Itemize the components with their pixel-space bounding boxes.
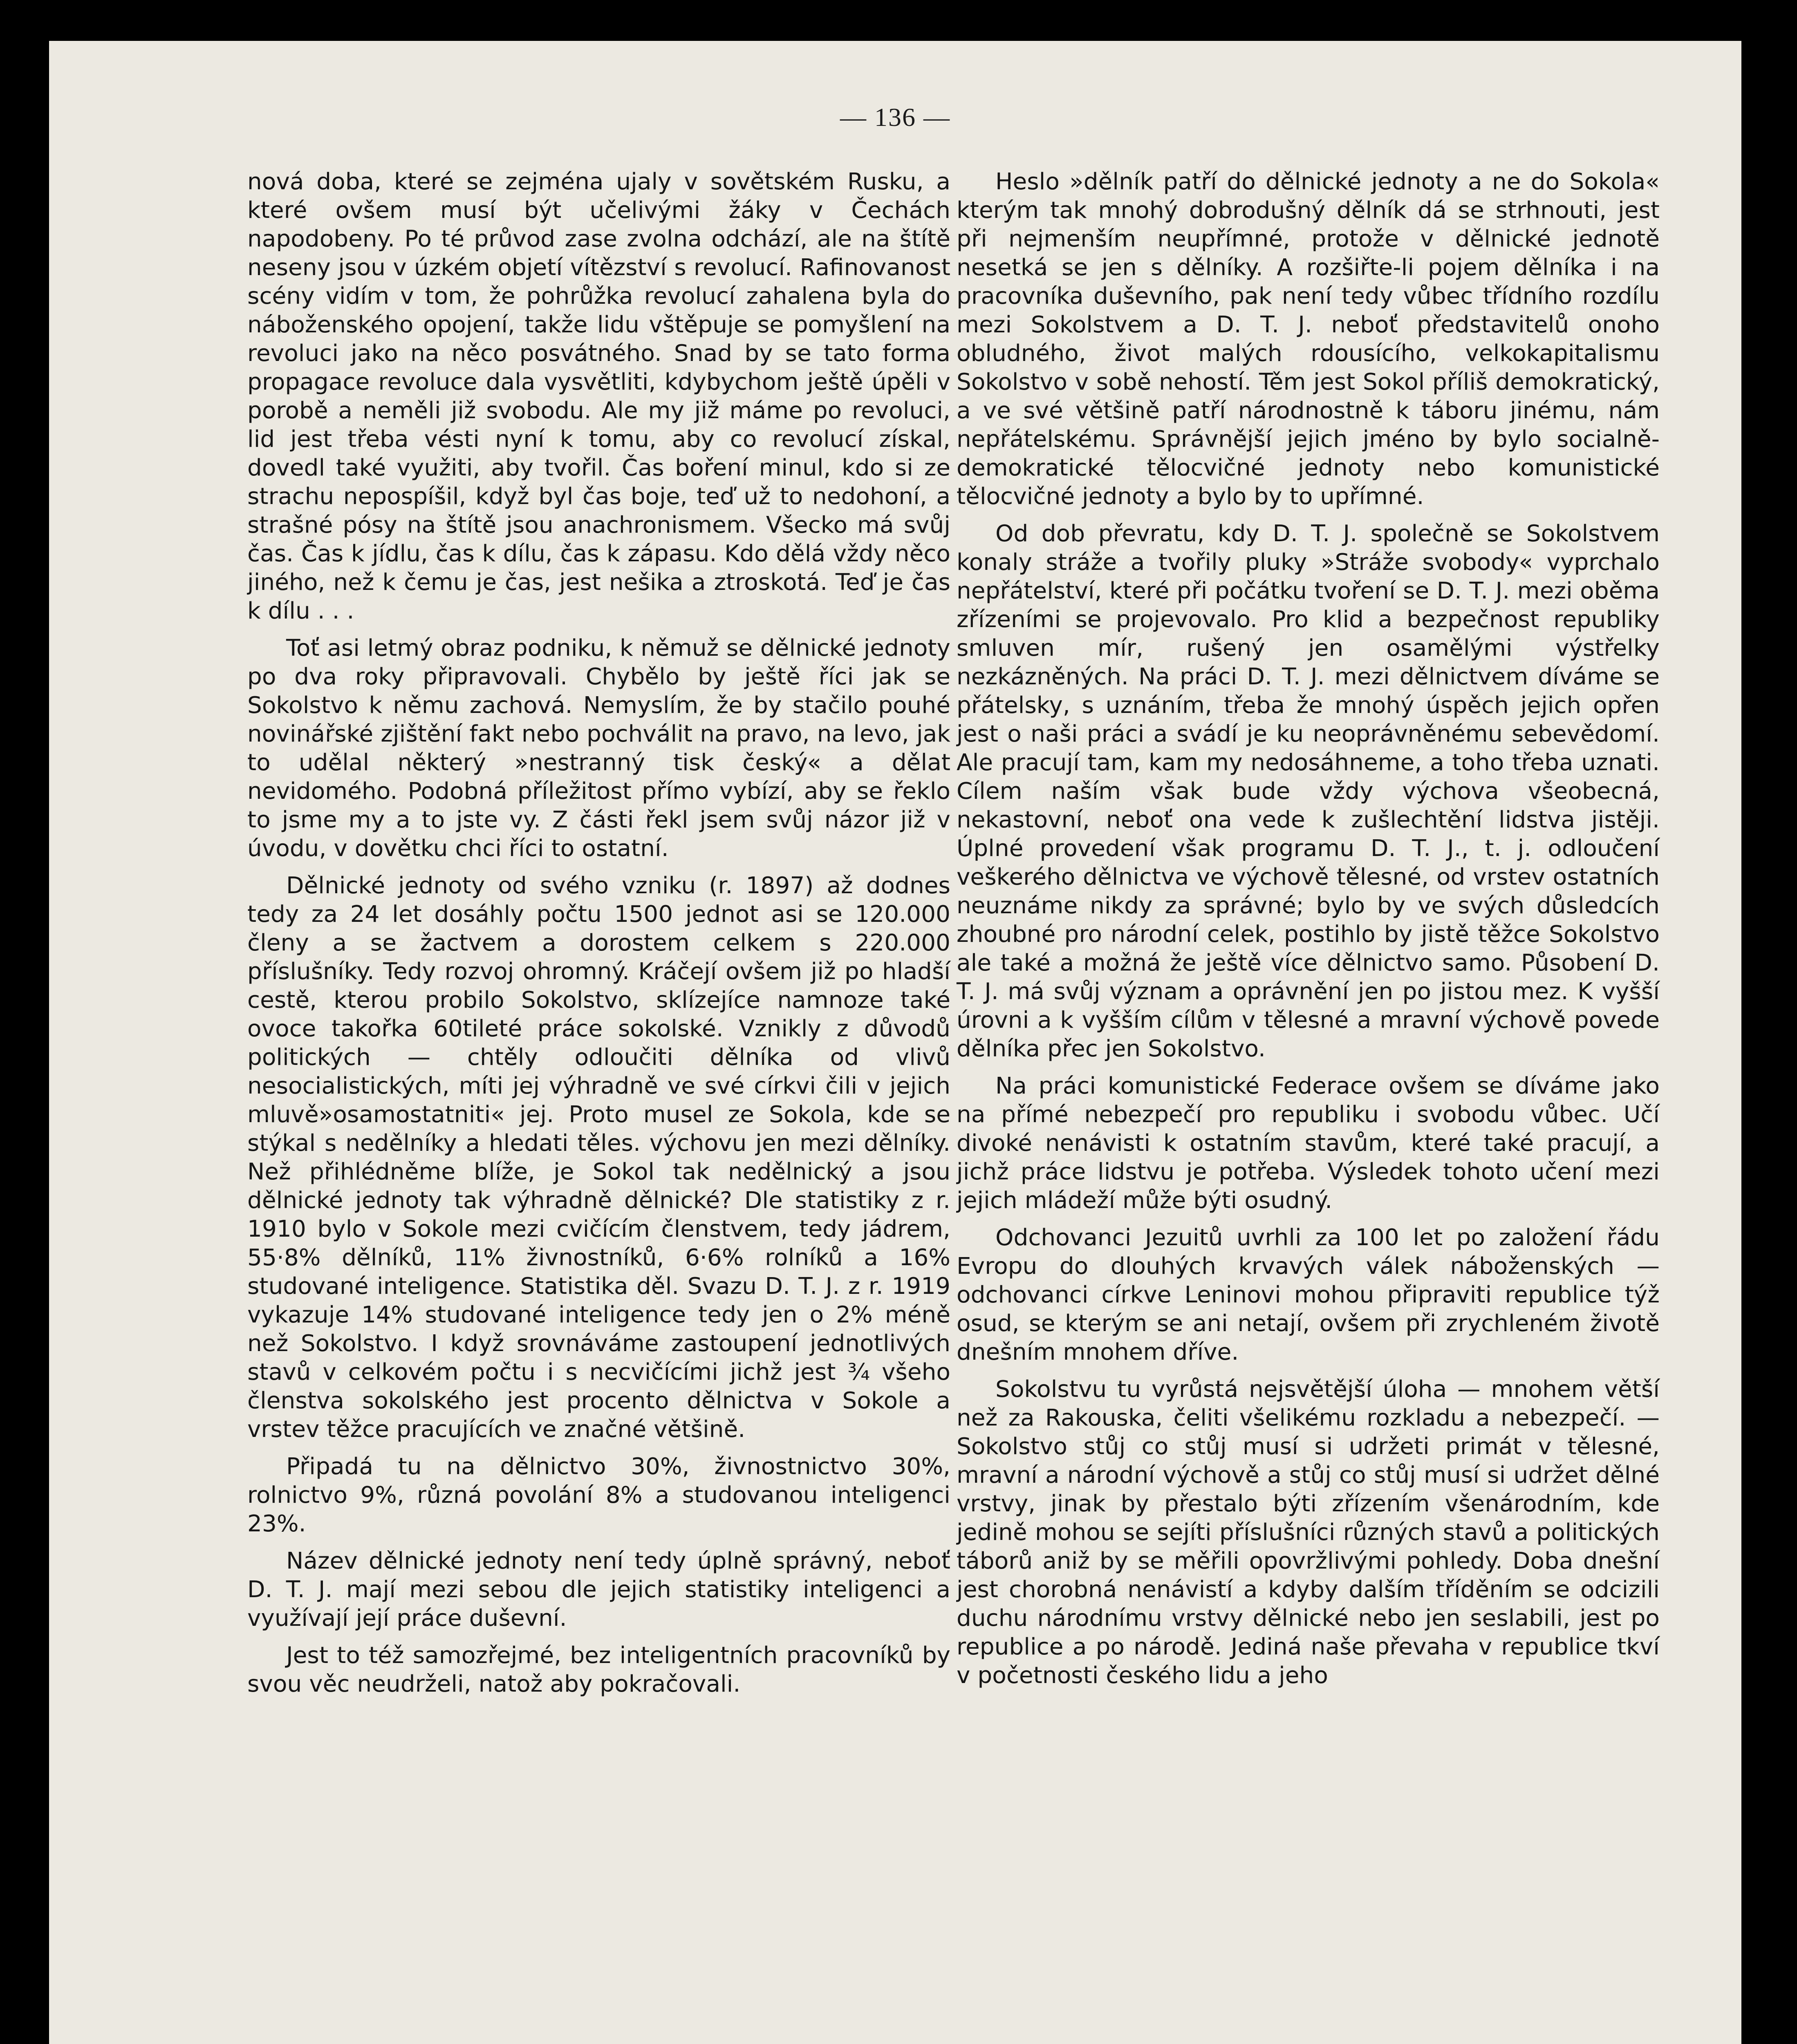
left-column bbox=[247, 168, 950, 1707]
right-paragraph-3: Na práci komunistické Federace ovšem se díváme jako na přímé nebezpečí pro republiku i svobodu vůbec. Učí divoké nenávisti k ostatním stavům, které také pracují, a jichž práce lidstvu je potřeba. Výsledek tohoto učení mezi jejich mládeží může býti osudný. bbox=[957, 1073, 1660, 1214]
document-page bbox=[49, 41, 1741, 2044]
page-number: — 136 — bbox=[840, 103, 950, 132]
left-paragraph-4: Připadá tu na dělnictvo 30%, živnostnictvo 30%, rolnictvo 9%, různá povolání 8% a studovanou inteligenci 23%. bbox=[247, 1453, 950, 1537]
right-paragraph-2: Od dob převratu, kdy D. T. J. společně se Sokolstvem konaly stráže a tvořily pluky »Stráže svobody« vyprchalo nepřátelství, které při počátku tvoření se D. T. J. mezi oběma zřízeními se projevovalo. Pro klid a bezpečnost republiky smluven mír, rušený jen osamělými výstřelky nezkázněných. Na práci D. T. J. mezi dělnictvem díváme se přátelsky, s uznáním, třeba že mnohý úspěch jejich opřen jest o naši práci a svádí je ku neoprávněnému sebevědomí. Ale pracují tam, kam my nedosáhneme, a toho třeba uznati. Cílem naším však bude vždy výchova všeobecná, nekastovní, neboť ona vede k zušlechtění lidstva jistěji. Úplné provedení však programu D. T. J., t. j. odloučení veškerého dělnictva ve výchově tělesné, od vrstev ostatních neuznáme nikdy za správné; bylo by ve svých důsledcích zhoubné pro národní celek, postihlo by jistě těžce Sokolstvo ale také a možná že ještě více dělnictvo samo. Působení D. T. J. má svůj význam a oprávnění jen po jistou mez. K vyšší úrovni a k vyšším cílům v tělesné a mravní výchově povede dělníka přec jen Sokolstvo. bbox=[957, 520, 1660, 1062]
left-paragraph-1: nová doba, které se zejména ujaly v sovětském Rusku, a které ovšem musí být učelivými žáky v Čechách napodobeny. Po té průvod zase zvolna odchází, ale na štítě neseny jsou v úzkém objetí vítězství s revolucí. Rafinovanost scény vidím v tom, že pohrůžka revolucí zahalena byla do náboženského opojení, takže lidu vštěpuje se pomyšlení na revoluci jako na něco posvátného. Snad by se tato forma propagace revoluce dala vysvětliti, kdybychom ještě úpěli v porobě a neměli již svobodu. Ale my již máme po revoluci, lid jest třeba vésti nyní k tomu, aby co revolucí získal, dovedl také využiti, aby tvořil. Čas boření minul, kdo si ze strachu nepospíšil, když byl čas boje, teď už to nedohoní, a strašné pósy na štítě jsou anachronismem. Všecko má svůj čas. Čas k jídlu, čas k dílu, čas k zápasu. Kdo dělá vždy něco jiného, než k čemu je čas, jest nešika a ztroskotá. Teď je čas k dílu . . . bbox=[247, 168, 950, 624]
left-paragraph-6: Jest to též samozřejmé, bez inteligentních pracovníků by svou věc neudrželi, natož aby pokračovali. bbox=[247, 1642, 950, 1697]
left-paragraph-5: Název dělnické jednoty není tedy úplně správný, neboť D. T. J. mají mezi sebou dle jejich statistiky inteligenci a využívají její práce duševní. bbox=[247, 1548, 950, 1632]
right-paragraph-5: Sokolstvu tu vyrůstá nejsvětější úloha — mnohem větší než za Rakouska, čeliti všelikému rozkladu a nebezpečí. — Sokolstvo stůj co stůj musí si udržeti primát v tělesné, mravní a národní výchově a stůj co stůj musí si udržet dělné vrstvy, jinak by přestalo býti zřízením všenárodním, kde jedině mohou se sejíti příslušníci různých stavů a politických táborů aniž by se měřili opovržlivými pohledy. Doba dnešní jest chorobná nenávistí a kdyby dalším tříděním se odcizili duchu národnímu vrstvy dělnické nebo jen seslabili, jest po republice a po národě. Jediná naše převaha v republice tkví v početnosti českého lidu a jeho bbox=[957, 1376, 1660, 1689]
right-paragraph-4: Odchovanci Jezuitů uvrhli za 100 let po založení řádu Evropu do dlouhých krvavých válek náboženských — odchovanci církve Leninovi mohou připraviti republice týž osud, se kterým se ani netají, ovšem při zrychleném životě dnešním mnohem dříve. bbox=[957, 1224, 1660, 1365]
right-paragraph-1: Heslo »dělník patří do dělnické jednoty a ne do Sokola« kterým tak mnohý dobrodušný dělník dá se strhnouti, jest při nejmenším neupřímné, protože v dělnické jednotě nesetká se jen s dělníky. A rozšiřte-li pojem dělníka i na pracovníka duševního, pak není tedy vůbec třídního rozdílu mezi Sokolstvem a D. T. J. neboť představitelů onoho obludného, život malých rdousícího, velkokapitalismu Sokolstvo v sobě nehostí. Těm jest Sokol příliš demokratický, a ve své většině patří národnostně k táboru jinému, nám nepřátelskému. Správnější jejich jméno by bylo socialně-demokratické tělocvičné jednoty nebo komunistické tělocvičné jednoty a bylo by to upřímné. bbox=[957, 168, 1660, 510]
left-paragraph-2: Toť asi letmý obraz podniku, k němuž se dělnické jednoty po dva roky připravovali. Chybělo by ještě říci jak se Sokolstvo k němu zachová. Nemyslím, že by stačilo pouhé novinářské zjištění fakt nebo pochválit na pravo, na levo, jak to udělal některý »nestranný tisk český« a dělat nevidomého. Podobná příležitost přímo vybízí, aby se řeklo to jsme my a to jste vy. Z části řekl jsem svůj názor již v úvodu, v dovětku chci říci to ostatní. bbox=[247, 635, 950, 862]
right-column bbox=[957, 168, 1660, 1699]
left-paragraph-3: Dělnické jednoty od svého vzniku (r. 1897) až dodnes tedy za 24 let dosáhly počtu 1500 jednot asi se 120.000 členy a se žactvem a dorostem celkem s 220.000 příslušníky. Tedy rozvoj ohromný. Kráčejí ovšem již po hladší cestě, kterou probilo Sokolstvo, sklízejíce namnoze také ovoce takořka 60tileté práce sokolské. Vznikly z důvodů politických — chtěly odloučiti dělníka od vlivů nesocialistických, míti jej výhradně ve své církvi čili v jejich mluvě»osamostatniti« jej. Proto musel ze Sokola, kde se stýkal s nedělníky a hledati těles. výchovu jen mezi dělníky. Než přihlédněme blíže, je Sokol tak nedělnický a jsou dělnické jednoty tak výhradně dělnické? Dle statistiky z r. 1910 bylo v Sokole mezi cvičícím členstvem, tedy jádrem, 55·8% dělníků, 11% živnostníků, 6·6% rolníků a 16% studované inteligence. Statistika děl. Svazu D. T. J. z r. 1919 vykazuje 14% studované inteligence tedy jen o 2% méně než Sokolstvo. I když srovnáváme zastoupení jednotlivých stavů v celkovém počtu i s necvičícími jichž jest ¾ všeho členstva sokolského jest procento dělnictva v Sokole a vrstev těžce pracujících ve značné většině. bbox=[247, 872, 950, 1443]
